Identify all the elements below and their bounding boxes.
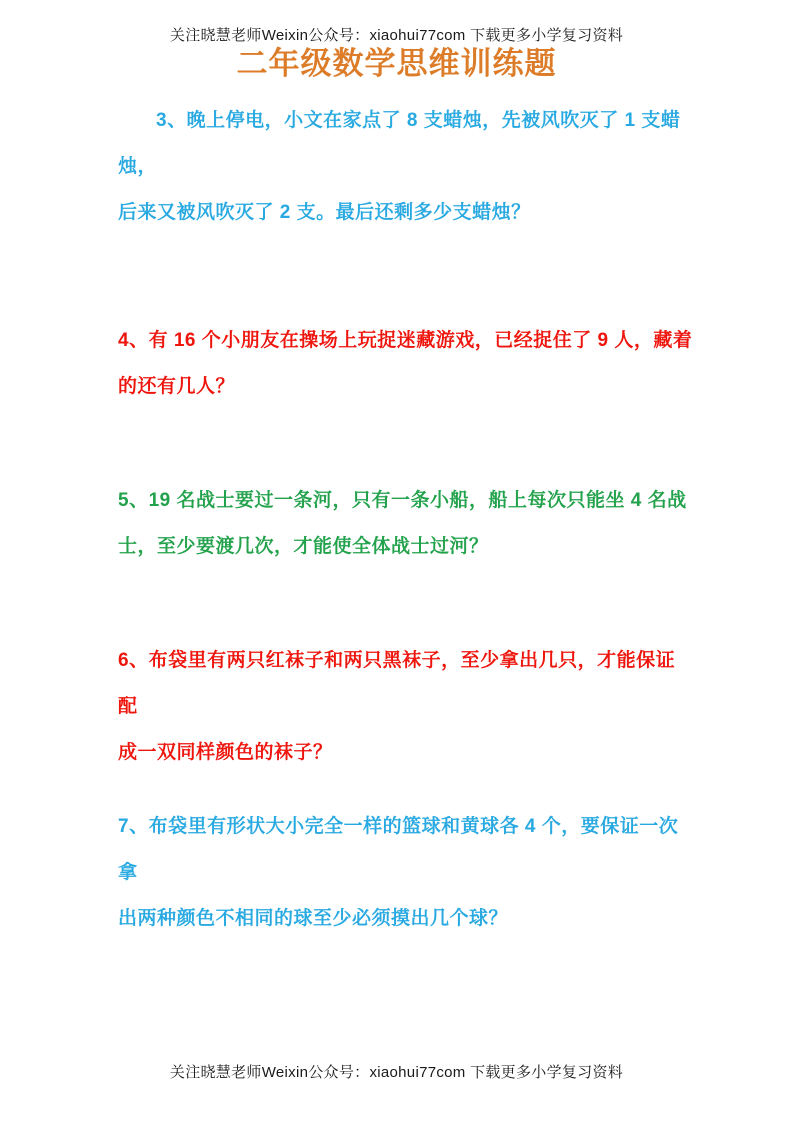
question-6-line-2: 成一双同样颜色的袜子？ — [118, 742, 333, 763]
question-7-line-1: 7、布袋里有形状大小完全一样的篮球和黄球各 4 个，要保证一次拿 — [118, 816, 679, 883]
question-6-line-1: 6、布袋里有两只红袜子和两只黑袜子，至少拿出几只，才能保证配 — [118, 650, 676, 717]
question-4-line-1: 4、有 16 个小朋友在操场上玩捉迷藏游戏，已经捉住了 9 人，藏着 — [118, 330, 693, 351]
question-3 — [118, 98, 694, 236]
question-5 — [118, 478, 694, 570]
question-4 — [118, 318, 694, 410]
question-4-line-2: 的还有几人？ — [118, 376, 236, 397]
page-title: 二年级数学思维训练题 — [236, 46, 557, 81]
question-6 — [118, 638, 694, 776]
question-5-line-1: 5、19 名战士要过一条河，只有一条小船，船上每次只能坐 4 名战 — [118, 490, 687, 511]
header-promo-text: 关注晓慧老师Weixin公众号：xiaohui77com 下载更多小学复习资料 — [169, 27, 624, 44]
question-7 — [118, 804, 694, 942]
question-3-line-2: 后来又被风吹灭了 2 支。最后还剩多少支蜡烛？ — [118, 202, 531, 223]
question-7-line-2: 出两种颜色不相同的球至少必须摸出几个球？ — [118, 908, 509, 929]
question-5-line-2: 士，至少要渡几次，才能使全体战士过河？ — [118, 536, 489, 557]
footer-promo-text: 关注晓慧老师Weixin公众号：xiaohui77com 下载更多小学复习资料 — [169, 1064, 624, 1081]
question-3-line-1: 3、晚上停电，小文在家点了 8 支蜡烛，先被风吹灭了 1 支蜡烛， — [118, 110, 681, 177]
